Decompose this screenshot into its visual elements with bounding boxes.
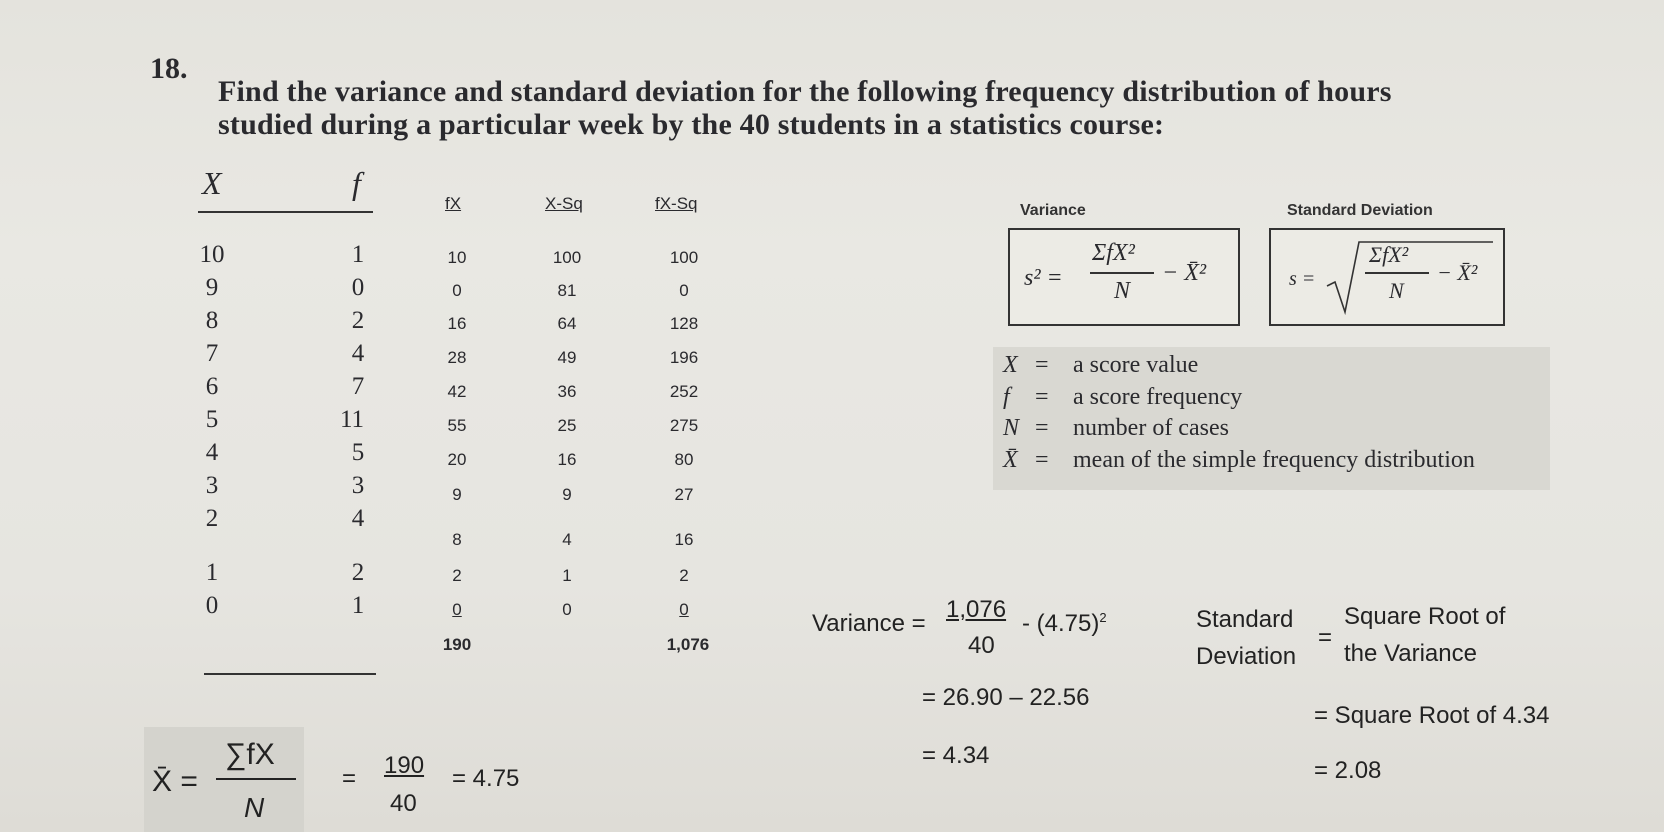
cell-x: 10 [199,241,225,268]
variance-calc-numerator: 1,076 [946,596,1007,623]
cell-fx: 16 [447,314,467,333]
cell-fxsq: 16 [674,530,694,549]
sd-calc-step3: = 2.08 [1314,757,1382,784]
sd-calc-desc-1: Square Root of [1344,603,1506,630]
mean-calc-eq1: = [342,765,357,792]
col-header-f: f [352,165,361,201]
legend-equals: = [1035,352,1049,378]
cell-fxsq: 27 [674,485,694,504]
sd-calc-step2: = Square Root of 4.34 [1314,702,1550,729]
cell-fx: 10 [447,248,467,267]
cell-fx: 55 [447,416,467,435]
legend-row [1003,352,1198,379]
legend-symbol: X [1003,352,1018,378]
variance-numerator: ΣfX² [1092,240,1135,266]
variance-calc-exponent: 2 [1099,610,1107,625]
cell-f: 1 [351,592,365,619]
variance-calc-minus [1022,610,1107,638]
fraction-bar [1365,272,1429,274]
cell-fxsq: 100 [669,248,699,267]
sd-calc-label-1: Standard [1196,606,1294,633]
legend-symbol: X̄ [1003,447,1018,473]
cell-xsq: 100 [552,248,582,267]
fraction-bar [216,778,296,780]
cell-fxsq: 275 [669,416,699,435]
sd-title: Standard Deviation [1287,202,1433,219]
mean-calc-den2: 40 [390,790,417,817]
variance-calc-denominator: 40 [968,632,995,659]
cell-x: 6 [205,373,219,400]
legend-symbol: N [1003,415,1020,441]
cell-xsq: 1 [562,566,572,585]
col-header-fx: fX [445,194,462,213]
legend-equals: = [1035,415,1049,441]
cell-fx: 20 [447,450,467,469]
legend-description: mean of the simple frequency distribution [1073,447,1475,473]
cell-f: 2 [351,559,365,586]
variance-formula-box [1008,228,1240,326]
cell-xsq: 25 [557,416,577,435]
legend-description: a score value [1073,352,1199,378]
cell-f: 0 [351,274,365,301]
cell-f: 5 [351,439,365,466]
cell-fxsq: 196 [669,348,699,367]
question-text-line-1: Find the variance and standard deviation for the following frequency distribution of hours [218,75,1392,108]
sd-calc-equals: = [1318,624,1333,651]
mean-calc-result: = 4.75 [452,765,520,792]
mean-calc-denominator: N [244,792,265,823]
cell-f: 3 [351,472,365,499]
cell-f: 7 [351,373,365,400]
legend-equals: = [1035,384,1049,410]
cell-x: 2 [205,505,219,532]
variance-title: Variance [1020,202,1086,219]
legend-symbol: f [1003,384,1010,410]
cell-x: 8 [205,307,219,334]
variance-denominator: N [1114,278,1131,304]
cell-xsq: 64 [557,314,577,333]
cell-f: 2 [351,307,365,334]
cell-fxsq: 0 [679,281,689,300]
cell-f: 4 [351,340,365,367]
cell-fx: 28 [447,348,467,367]
cell-fx: 0 [452,281,462,300]
legend-description: number of cases [1073,415,1229,441]
cell-fx: 42 [447,382,467,401]
sd-lhs: s = [1289,268,1316,290]
cell-x: 7 [205,340,219,367]
cell-fxsq: 2 [679,566,689,585]
legend-row [1003,447,1475,474]
cell-xsq: 49 [557,348,577,367]
cell-fx: 0 [452,600,462,619]
cell-fxsq: 80 [674,450,694,469]
fraction-bar [1090,272,1154,274]
variance-calc-minus-text: - (4.75) [1022,610,1100,637]
cell-xsq: 4 [562,530,572,549]
cell-f: 1 [351,241,365,268]
cell-f: 11 [339,406,365,433]
sd-denominator: N [1389,278,1404,303]
sd-numerator: ΣfX² [1369,242,1409,267]
col-header-fxsq: fX-Sq [655,194,698,213]
bottom-rule [204,673,376,675]
variance-calc-step3: = 4.34 [922,742,990,769]
cell-x: 4 [205,439,219,466]
cell-x: 1 [205,559,219,586]
sd-mean-sq: − X̄² [1437,260,1478,285]
cell-f: 4 [351,505,365,532]
variance-calc-label: Variance = [812,610,926,637]
header-rule [198,211,373,213]
sd-calc-label-2: Deviation [1196,643,1297,670]
variance-mean-sq: − X̄² [1162,260,1207,286]
legend-description: a score frequency [1073,384,1243,410]
cell-xsq: 16 [557,450,577,469]
cell-fx: 8 [452,530,462,549]
cell-fx: 2 [452,566,462,585]
total-fxsq: 1,076 [666,635,710,654]
cell-fxsq: 128 [669,314,699,333]
mean-calc-numerator: ∑fX [225,738,275,771]
mean-calc-num2: 190 [384,752,425,779]
cell-x: 5 [205,406,219,433]
cell-fx: 9 [452,485,462,504]
legend-row [1003,384,1242,411]
question-number: 18. [150,52,188,85]
legend-equals: = [1035,447,1049,473]
total-fx: 190 [442,635,472,654]
cell-fxsq: 0 [679,600,689,619]
question-text-line-2: studied during a particular week by the 40 students in a statistics course: [218,108,1165,141]
mean-calc-lhs: X̄ = [152,765,198,798]
cell-xsq: 9 [562,485,572,504]
cell-fxsq: 252 [669,382,699,401]
variance-calc-step2: = 26.90 – 22.56 [922,684,1090,711]
cell-xsq: 36 [557,382,577,401]
cell-x: 3 [205,472,219,499]
variance-lhs: s² = [1024,265,1063,291]
sd-calc-desc-2: the Variance [1344,640,1477,667]
cell-x: 9 [205,274,219,301]
sd-formula-box [1269,228,1505,326]
cell-xsq: 81 [557,281,577,300]
col-header-x: X [202,165,222,201]
cell-xsq: 0 [562,600,572,619]
col-header-xsq: X-Sq [545,194,583,213]
cell-x: 0 [205,592,219,619]
legend-row [1003,415,1229,442]
